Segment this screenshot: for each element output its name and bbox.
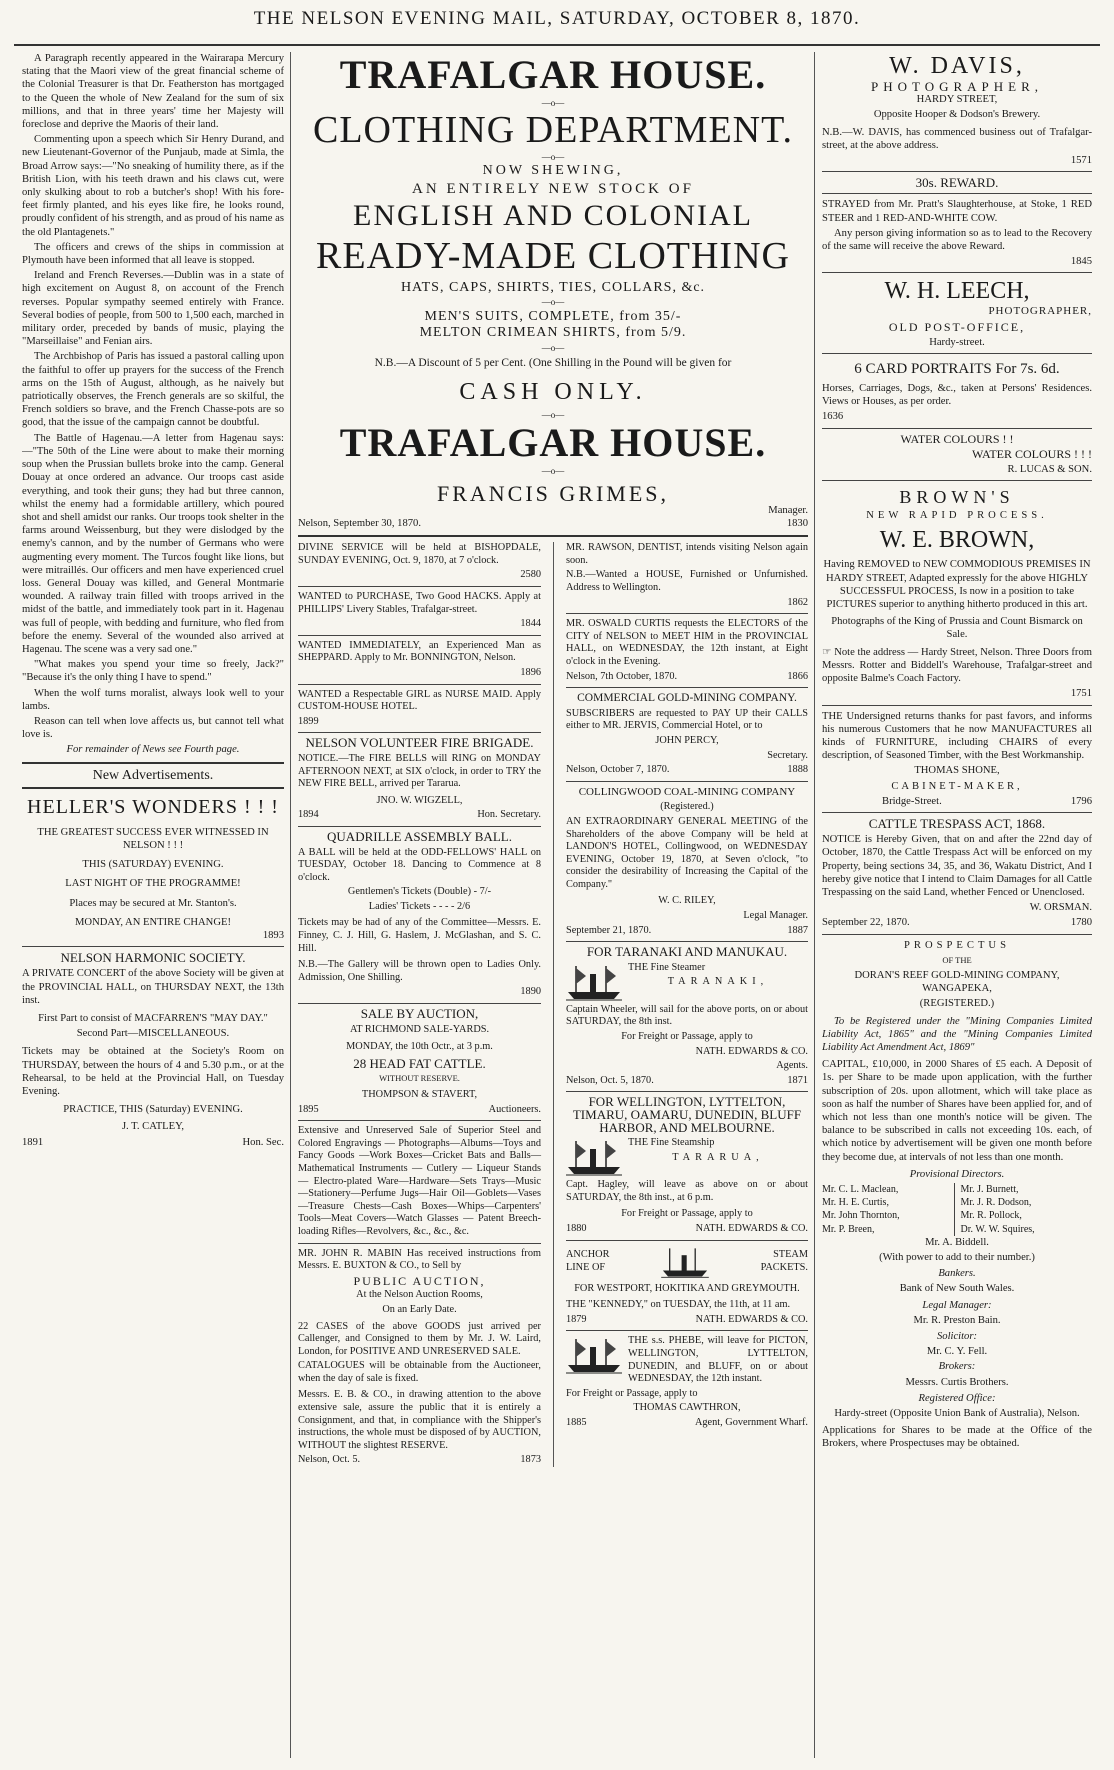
ball-ladies: Ladies' Tickets - - - - 2/6 [368,900,471,912]
water-sign: R. LUCAS & SON. [1007,464,1092,476]
divider [298,586,541,587]
water-colours-2: WATER COLOURS ! ! ! [972,446,1092,461]
ad-number: 1873 [520,1454,541,1466]
suits-line: MEN'S SUITS, COMPLETE, from 35/- [424,309,682,325]
ad-number: 1891 [22,1136,44,1148]
kennedy-agent: NATH. EDWARDS & CO. [695,1313,808,1325]
early-date: On an Early Date. [382,1303,457,1315]
column-advertisements-centre [298,52,808,1758]
phebe-sign: THOMAS CAWTHRON, [633,1402,741,1414]
ad-number: 1887 [787,924,808,936]
sub-column-rule [553,542,554,1467]
anchor-label: ANCHOR [565,1248,610,1260]
ad-number: 2580 [520,569,541,581]
sub-columns [298,542,808,1467]
separator: —o— [541,297,565,308]
prospectus-of: OF THE [942,954,972,965]
masthead-rule [14,44,1100,46]
ad-number: 1844 [520,618,541,630]
westport-line: FOR WESTPORT, HOKITIKA AND GREYMOUTH. [574,1282,800,1294]
cattle-act-body: NOTICE is Hereby Given, that on and after the 22nd day of October, 1870, the Cattle Trespass Act will be enforced on my Property, being sections 34, 35, and 36, Wakatu District, And I hereby give notice that I intend to Claim Damages for all Cattle Trespassing on the said Land, whether Fenced or Unenclosed. [822,834,1092,898]
divider [298,1120,541,1121]
divider [566,1091,808,1092]
prospectus-registered: (REGISTERED.) [919,998,995,1010]
coal-sign: W. C. RILEY, [658,895,716,907]
coal-date: September 21, 1870. [565,924,652,936]
curtis-ad: MR. OSWALD CURTIS requests the ELECTORS of the CITY of NELSON to MEET HIM in the PROVINCIAL HALL, on WEDNESDAY, the 12th instant, at Eight o'clock in the Evening. [565,618,808,667]
melton-line: MELTON CRIMEAN SHIRTS, from 5/9. [419,325,687,341]
leech-po: OLD POST-OFFICE, [888,319,1026,334]
taranaki-title: FOR TARANAKI AND MANUKAU. [586,944,788,960]
harmonic-line: First Part to consist of MACFARREN'S "MAY DAY." [38,1013,268,1024]
leech-street: Hardy-street. [929,336,985,348]
column-rule-1 [290,52,291,1758]
brown-photos: Photographs of the King of Prussia and Count Bismarck on Sale. [831,616,1083,641]
ball-nb: N.B.—The Gallery will be thrown open to Ladies Only. Admission, One Shilling. [298,959,541,983]
separator: —o— [541,465,565,476]
director-name: Mr. R. Pollock, [960,1210,1022,1222]
wanted-hacks-ad: WANTED to PURCHASE, Two Good HACKS. Apply at PHILLIPS' Livery Stables, Trafalgar-street. [298,591,541,615]
harmonic-body: A PRIVATE CONCERT of the above Society will be given at the PROVINCIAL HALL, on THURSDAY NEXT, the 13th inst. [22,968,284,1006]
trafalgar-title: TRAFALGAR HOUSE. [339,52,767,97]
column-rule-2 [814,52,815,1758]
ad-number: 1796 [1070,795,1092,807]
separator: —o— [541,152,565,162]
catley-name: J. T. CATLEY, [121,1121,185,1133]
manager-label: Manager. [768,504,808,516]
cattle-sign: W. ORSMAN. [1029,902,1092,914]
ball-body: A BALL will be held at the ODD-FELLOWS' HALL on TUESDAY, October 18. Dancing to Commence at 8 o'clock. [298,846,541,883]
hats-line: HATS, CAPS, SHIRTS, TIES, COLLARS, &c. [400,280,706,295]
director-name: Dr. W. W. Squires, [960,1223,1035,1235]
brokers-name: Messrs. Curtis Brothers. [905,1376,1009,1388]
ad-number: 1888 [787,764,808,776]
packets-label: PACKETS. [760,1261,808,1273]
prospectus-company: DORAN'S REEF GOLD-MINING COMPANY, WANGAPEKA, [854,969,1060,995]
ball-title: QUADRILLE ASSEMBLY BALL. [327,828,512,844]
brown-body: Having REMOVED to NEW COMMODIOUS PREMISES IN HARDY STREET, Adapted expressly for the above HIGHLY SUCCESSFUL PROCESS, Is now in a position to take PICTURES superior to anything hitherto produced in this art. [823,559,1091,611]
gold-date: Nelson, October 7, 1870. [565,764,670,776]
leech-name: W. H. LEECH, [884,278,1030,305]
gold-sign: JOHN PERCY, [655,734,719,746]
shone-role: CABINET-MAKER, [891,780,1023,792]
brown-name: W. E. BROWN, [879,527,1035,554]
prospectus-act: To be Registered under the "Mining Companies Limited Liability Act, 1865" and the "Mining Companies Limited Liability Act Amendment Act, 1869" [822,1015,1092,1053]
ad-number: 1880 [565,1222,587,1234]
line-of-label: LINE OF [565,1261,606,1273]
divider [298,732,541,733]
divider [822,171,1092,172]
divider [298,826,541,827]
cattle-act-title: CATTLE TRESPASS ACT, 1868. [868,815,1046,831]
wellington-title: FOR WELLINGTON, LYTTELTON, TIMARU, OAMARU, DUNEDIN, BLUFF HARBOR, AND MELBOURNE. [572,1094,802,1135]
taranaki-date: Nelson, Oct. 5, 1870. [565,1074,654,1086]
solicitor-name: Mr. C. Y. Fell. [926,1346,988,1358]
heller-title: HELLER'S WONDERS ! ! ! [27,795,279,818]
discount-note: N.B.—A Discount of 5 per Cent. (One Shilling in the Pound will be given for [374,356,732,369]
news-paragraph: Ireland and French Reverses.—Dublin was in a state of high excitement on August 8, on account of the French reverses. Popular sympathy seemed entirely with France. Several bodies of people, from 500 to 1,500 each, marched in military order, preceded by bands of music, playing the "Marseillaise" and Fenian airs. [22,270,284,348]
bankers-heading: Bankers. [938,1268,976,1280]
phebe-role: Agent, Government Wharf. [694,1416,808,1428]
heller-line: Places may be secured at Mr. Stanton's. [69,897,237,909]
divider [566,687,808,688]
divider [822,812,1092,813]
practice-line: PRACTICE, THIS (Saturday) EVENING. [63,1104,243,1116]
remainder-note: For remainder of News see Fourth page. [66,744,240,756]
catalogues-notice: CATALOGUES will be obtainable from the Auctioneer, when the day of sale is fixed. [298,1360,541,1384]
divider [298,1003,541,1004]
catley-role: Hon. Sec. [242,1136,284,1148]
directors-list [822,1183,1092,1236]
trafalgar-advert [298,52,808,530]
fire-role: Hon. Secretary. [477,809,541,821]
buxton-notice: Messrs. E. B. & CO., in drawing attention to the above extensive sale, assure the public that it is entirely a Consignment, and that, in compliance with the Shipper's instructions, the whole must be disposed of by AUCTION, WITHOUT the slightest RESERVE. [298,1389,541,1451]
divider [298,635,541,636]
news-paragraph: When the wolf turns moralist, always look well to your lambs. [22,687,284,712]
davis-name: W. DAVIS, [889,53,1025,79]
brokers-heading: Brokers: [938,1361,976,1373]
solicitor-heading: Solicitor: [936,1331,978,1343]
leech-cards: 6 CARD PORTRAITS For 7s. 6d. [854,361,1060,378]
reward-info: Any person giving information so as to lead to the Recovery of the same will receive the above Reward. [822,227,1092,253]
curtis-date: Nelson, 7th October, 1870. [565,670,678,682]
divider [298,684,541,685]
harmonic-tickets: Tickets may be obtained at the Society's Room on THURSDAY, between the hours of 4 and 5.30 p.m., or at the Rehearsal, to be held at the Provincial Hall, on Tuesday Evening. [22,1046,284,1098]
auction-title: SALE BY AUCTION, [360,1006,479,1022]
shone-body: THE Undersigned returns thanks for past favors, and informs his numerous Customers that he now MANUFACTURES all kinds of FURNITURE, including CHAIRS of every description, of Seasoned Timber, with the Best Workmanship. [822,710,1092,762]
auction-cattle: 28 HEAD FAT CATTLE. [353,1055,486,1071]
english-colonial: ENGLISH AND COLONIAL [353,199,753,232]
reward-title: 30s. REWARD. [915,175,999,191]
coal-mining-title: COLLINGWOOD COAL-MINING COMPANY [578,785,796,798]
wellington-fine: THE Fine Steamship [627,1137,715,1149]
divider [566,613,808,614]
news-paragraph: The officers and crews of the ships in commission at Plymouth have been informed that all leave is stopped. [22,241,284,267]
heller-line: THE GREATEST SUCCESS EVER WITNESSED IN NELSON ! ! ! [37,826,269,851]
prospectus-capital: CAPITAL, £10,000, in 2000 Shares of £5 each. A Deposit of 1s. per Share to be made upon application, with the further subscription of 20s. upon allotment, which will take place as soon as half the number of Shares have been applied for, and of which not less than one month's notice will be given. The balance to be subscribed in calls not exceeding 10s. each, of which notice by advertisement will be given one month before they become due, at intervals of not less than one month. [822,1059,1092,1163]
news-paragraph: The Battle of Hagenau.—A letter from Hagenau says:—"The 50th of the Line were about to make their morning soup when the Prussian bullets broke into the camp. General Douay at once ordered an advance. Our troops cast aside everything, and took their guns; they had but three cannon, whilst the enemy had a formidable artillery, which poured shot and shell amidst our ranks. Our troops took shelter in the farms around Weissenburg, but they were dislodged by the enemy's cannon, and by the number of Germans who were augmenting every moment. The Turcos fought like lions, but were mitraillés. Our officers and men have experienced cruel loss. General Douay was killed, and General Montmarie wounded. A railway train filled with troops arrived in the midst of the battle, and immediately took part in it. Hagenau was full of people, with bedding and furniture, who fled from before the enemy. Several of the wounded also arrived at Hagenau. The scene was a very sad one." [22,432,284,655]
news-paragraph: Commenting upon a speech which Sir Henry Durand, and new Lieutenant-Governor of the Punjaub, made at Simla, the Broad Arrow says:—"No sneaking of humility there, as if the British Lion, with his teeth drawn and his claws cut, were only skulking about to rob a butcher's shop! With his fore-feet firmly planted, and his eyes like fire, he looks round, proudly confident of his strength, and as proud of his name as the old Plantagenets." [22,134,284,238]
new-stock: AN ENTIRELY NEW STOCK OF [412,181,694,197]
pointing-hand-icon: ☞ [822,646,835,658]
ad-number: 1899 [298,715,319,727]
ball-tickets: Tickets may be had of any of the Committee—Messrs. E. Finney, C. J. Hill, G. Haslem, J. McGlashan, and S. C. Hill. [298,917,541,954]
fire-brigade-title: NELSON VOLUNTEER FIRE BRIGADE. [305,735,534,751]
divider [822,705,1092,706]
brown-note-text: Note the address — Hardy Street, Nelson. Three Doors from Messrs. Rotter and Biddell's Warehouse, Trafalgar-street and opposite Balme's Coach Factory. [822,646,1092,685]
wellington-ship: TARARUA, [672,1151,764,1163]
davis-opposite: Opposite Hooper & Dodson's Brewery. [873,109,1041,121]
taranaki-ship: TARANAKI, [667,976,769,988]
ad-number: 1636 [822,411,844,423]
column-advertisements-right [822,52,1092,1758]
leech-body: Horses, Carriages, Dogs, &c., taken at Persons' Residences. Views or Houses, as per order. [822,383,1092,408]
ready-made-clothing: READY-MADE CLOTHING [316,235,790,277]
steam-label: STEAM [773,1248,808,1260]
trafalgar-date: Nelson, September 30, 1870. [298,518,421,530]
cattle-date: September 22, 1870. [822,917,910,929]
director-name: Mr. A. Biddell. [925,1236,989,1248]
divider [822,934,1092,935]
separator: —o— [541,409,565,420]
mabin-notice: MR. JOHN R. MABIN Has received instructions from Messrs. E. BUXTON & CO., to Sell by [298,1247,541,1272]
ad-number: 1780 [1070,917,1092,929]
divider [22,787,284,789]
wellington-body: Capt. Hagley, will leave as above on or about SATURDAY, the 8th inst., at 6 p.m. [565,1179,808,1203]
auction-sign: THOMPSON & STAVERT, [361,1089,478,1100]
divider [566,1330,808,1331]
francis-grimes: FRANCIS GRIMES, [436,480,670,506]
taranaki-body: Captain Wheeler, will sail for the above ports, on or about SATURDAY, the 8th inst. [565,1003,808,1028]
masthead: THE NELSON EVENING MAIL, SATURDAY, OCTOBER 8, 1870. [253,8,861,29]
divider [822,428,1092,429]
davis-role: PHOTOGRAPHER, [870,79,1044,94]
wellington-agent: NATH. EDWARDS & CO. [695,1222,808,1234]
ball-gentlemen: Gentlemen's Tickets (Double) - 7/- [347,886,492,898]
ad-number: 1894 [298,809,319,821]
engravings-sale: Extensive and Unreserved Sale of Superior Steel and Colored Engravings — Photographs—Albums—Toys and Fancy Goods —Work Boxes—Cricket Bats and Balls—Mathematical Instruments — Cutlery — Liqueur Stands — Electro-plated Ware—Hardware—Sets Trays—Music—Stationery—Perfume Jugs—Hair Oil—Goblets—Vases—Treasure Chests—Cash Boxes—Whips—Carpenters' Tools—Meat Covers—Watch Glasses — Patent Breech-loading Rifles—Revolvers, &c., &c., &c. [298,1125,541,1237]
applications-note: Applications for Shares to be made at the Office of the Brokers, where Prospectuses may be obtained. [822,1425,1092,1450]
ad-number: 1571 [1070,155,1092,167]
office-heading: Registered Office: [918,1392,996,1404]
news-paragraph: "What makes you spend your time so freely, Jack?" "Because it's the only thing I have to spend." [22,659,284,684]
anchor-line-header [566,1245,808,1279]
director-name: Mr. C. L. Maclean, [822,1184,899,1195]
leech-role: PHOTOGRAPHER, [988,305,1092,318]
wellington-freight: For Freight or Passage, apply to [621,1208,753,1220]
divider [22,762,284,764]
divine-service-ad: DIVINE SERVICE will be held at BISHOPDALE, SUNDAY EVENING, Oct. 9, 1870, at 7 o'clock. [298,542,541,566]
shone-name: THOMAS SHONE, [914,765,1000,777]
divider [566,1240,808,1241]
taranaki-agents: Agents. [776,1060,808,1072]
fire-brigade-body: NOTICE.—The FIRE BELLS will RING on MONDAY AFTERNOON NEXT, at SIX o'clock, in order to TRY the NEW FIRE BELL, arrived per Tararua. [298,752,541,790]
divider [22,946,284,947]
ad-number: 1830 [786,518,808,530]
taranaki-freight: For Freight or Passage, apply to [621,1031,753,1043]
coal-registered: (Registered.) [660,801,714,813]
ad-number: 1845 [1070,256,1092,268]
ad-number: 1879 [565,1313,587,1325]
rawson-ad: MR. RAWSON, DENTIST, intends visiting Nelson again soon. [565,542,808,566]
now-shewing: NOW SHEWING, [482,163,624,178]
auction-rooms: At the Nelson Auction Rooms, [356,1289,483,1301]
gold-mining-body: SUBSCRIBERS are requested to PAY UP their CALLS either to MR. JERVIS, Commercial Hotel, or to [565,707,808,732]
reward-body: STRAYED from Mr. Pratt's Slaughterhouse, at Stoke, 1 RED STEER and 1 RED-AND-WHITE COW. [822,199,1092,224]
buxton-date: Nelson, Oct. 5. [298,1454,361,1466]
trafalgar-title-footer: TRAFALGAR HOUSE. [339,419,767,465]
shone-street: Bridge-Street. [882,795,942,807]
steamship-icon [566,962,622,1002]
ad-number: 1895 [298,1103,319,1115]
ad-number: 1751 [1070,688,1092,700]
legal-name: Mr. R. Preston Bain. [913,1314,1001,1326]
divider [298,1243,541,1244]
office-address: Hardy-street (Opposite Union Bank of Australia), Nelson. [834,1408,1080,1420]
directors-heading: Provisional Directors. [909,1168,1005,1180]
sub-column-left [298,542,541,1467]
separator: —o— [541,342,565,353]
phebe-notice: THE s.s. PHEBE, will leave for PICTON, WELLINGTON, LYTTELTON, DUNEDIN, and BLUFF, on or about WEDNESDAY, the 12th instant. [627,1335,808,1385]
brown-note [822,646,1092,686]
divider [566,941,808,942]
public-auction: PUBLIC AUCTION, [353,1273,486,1288]
director-name: Mr. John Thornton, [822,1210,900,1222]
divider [822,193,1092,194]
divider [822,353,1092,354]
ad-number: 1871 [787,1074,808,1086]
director-name: Mr. J. R. Dodson, [960,1197,1032,1209]
cases-notice: 22 CASES of the above GOODS just arrived per Callenger, and Consigned to them by Mr. J. W. Laird, London, for POSITIVE AND UNRESERVED SALE. [298,1320,541,1357]
auction-where: AT RICHMOND SALE-YARDS. [349,1023,490,1035]
auction-date: MONDAY, the 10th Octr., at 3 p.m. [346,1041,493,1053]
heller-line: MONDAY, AN ENTIRE CHANGE! [75,916,231,928]
kennedy-notice: THE "KENNEDY," on TUESDAY, the 11th, at 11 am. [565,1299,791,1311]
brown-new-process: NEW RAPID PROCESS. [866,510,1048,522]
ad-number: 1893 [262,929,284,941]
water-colours-1: WATER COLOURS ! ! [900,431,1014,446]
cash-only: CASH ONLY. [459,378,647,405]
steamship-icon [657,1245,713,1279]
bankers-name: Bank of New South Wales. [899,1283,1015,1295]
director-name: Mr. H. E. Curtis, [822,1197,889,1209]
divider [566,781,808,782]
column-news [22,52,284,1758]
ad-number: 1890 [520,986,541,998]
taranaki-agent: NATH. EDWARDS & CO. [695,1045,808,1057]
legal-heading: Legal Manager: [922,1299,992,1311]
davis-nb: N.B.—W. DAVIS, has commenced business out of Trafalgar-street, at the above address. [822,126,1092,151]
gold-mining-title: COMMERCIAL GOLD-MINING COMPANY. [577,692,797,705]
taranaki-fine: THE Fine Steamer [627,961,706,973]
divider [822,480,1092,481]
rawson-nb: N.B.—Wanted a HOUSE, Furnished or Unfurnished. Address to Wellington. [565,569,808,593]
director-name: Mr. J. Burnett, [960,1184,1019,1195]
separator: —o— [541,98,565,108]
davis-street: HARDY STREET, [916,94,998,106]
gold-role: Secretary. [767,749,808,761]
heller-line: LAST NIGHT OF THE PROGRAMME! [65,878,241,890]
ad-number: 1866 [787,670,808,682]
auction-role: Auctioneers. [488,1103,541,1115]
clothing-department: CLOTHING DEPARTMENT. [312,109,794,151]
harmonic-title: NELSON HARMONIC SOCIETY. [60,950,246,966]
ad-number: 1862 [787,596,808,608]
wanted-nurse-ad: WANTED a Respectable GIRL as NURSE MAID. Apply CUSTOM-HOUSE HOTEL. [298,688,541,713]
heller-line: THIS (SATURDAY) EVENING. [82,859,224,871]
director-name: Mr. P. Breen, [822,1223,875,1235]
brown-title: BROWN'S [899,487,1015,508]
ad-number: 1896 [520,666,541,678]
steamship-icon [566,1335,622,1375]
news-paragraph: Reason can tell when love affects us, but cannot tell what love is. [22,715,284,741]
divider [822,272,1092,273]
prospectus-label: PROSPECTUS [904,939,1010,951]
auction-reserve: WITHOUT RESERVE. [379,1073,460,1084]
fire-sign: JNO. W. WIGZELL, [376,794,463,806]
coal-mining-body: AN EXTRAORDINARY GENERAL MEETING of the Shareholders of the above Company will be held at LANDON'S HOTEL, Collingwood, on WEDNESDAY EVENING, October 19, 1870, at Seven o'clock, "to consider the desirability of Increasing the Capital of the Company." [565,815,808,890]
new-ads-heading: New Advertisements. [92,767,214,783]
harmonic-line: Second Part—MISCELLANEOUS. [76,1028,230,1040]
news-paragraph: The Archbishop of Paris has issued a pastoral calling upon the faithful to offer up prayers for the success of the French arms on the 15th of August, although, as he naively but patriotically observes, the French generals are so skilful, the French soldiers so brave, and the French Chasse-pots are so good, that the issue of the campaign cannot be doubtful. [22,351,284,429]
wanted-sheppard-ad: WANTED IMMEDIATELY, an Experienced Man as SHEPPARD. Apply to Mr. BONNINGTON, Nelson. [298,639,541,664]
steamship-icon [566,1137,622,1177]
divider [298,535,808,537]
news-paragraph: A Paragraph recently appeared in the Wairarapa Mercury stating that the Maori view of the great financial scheme of the Colonial Treasurer is that Dr. Featherston has mortgaged to the Queen the whole of New Zealand for the sum of six millions, and that in three years' time her Majesty will foreclose and deprive the Maoris of their land. [22,53,284,131]
sub-column-right [566,542,808,1467]
directors-power: (With power to add to their number.) [879,1252,1035,1264]
ad-number: 1885 [565,1416,587,1428]
phebe-freight: For Freight or Passage, apply to [565,1387,698,1399]
coal-role: Legal Manager. [743,910,808,922]
